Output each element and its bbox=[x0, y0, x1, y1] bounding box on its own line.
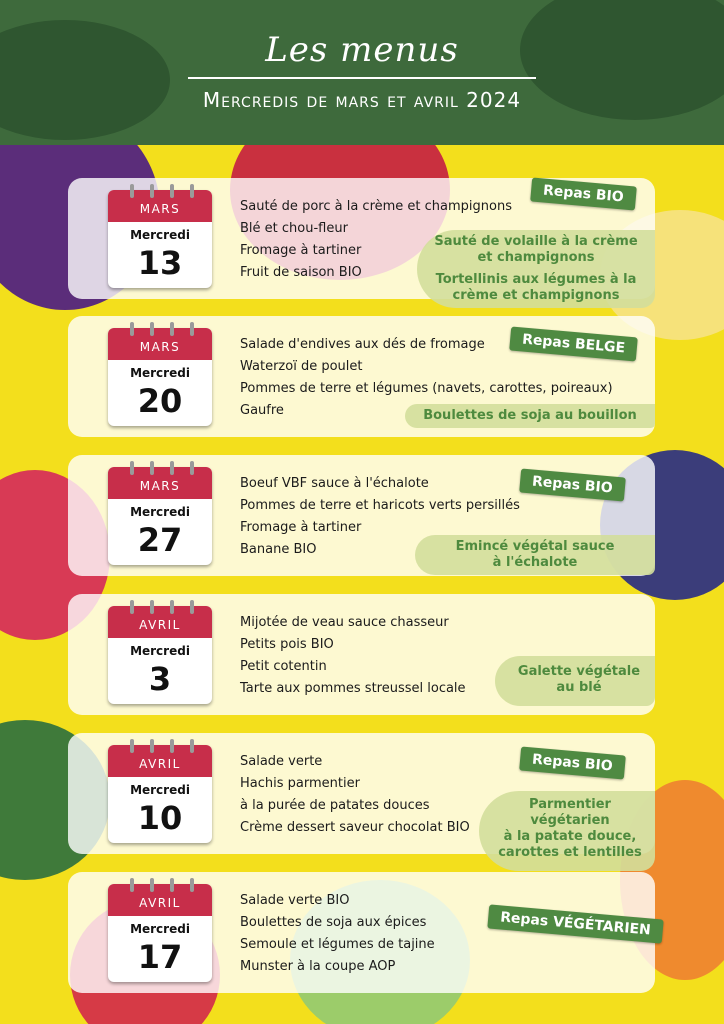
calendar-day-number: 13 bbox=[137, 244, 183, 282]
menu-item: Semoule et légumes de tajine bbox=[240, 937, 435, 952]
menu-item: Boeuf VBF sauce à l'échalote bbox=[240, 476, 429, 491]
menu-item: Banane BIO bbox=[240, 542, 317, 557]
calendar-day-number: 27 bbox=[137, 521, 183, 559]
ring-icon bbox=[170, 600, 174, 614]
meal-badge: Repas VÉGÉTARIEN bbox=[487, 904, 663, 943]
ring-icon bbox=[190, 184, 194, 198]
ring-icon bbox=[130, 600, 134, 614]
menu-item: Petits pois BIO bbox=[240, 637, 334, 652]
ring-icon bbox=[190, 600, 194, 614]
ring-icon bbox=[130, 461, 134, 475]
calendar-weekday: Mercredi bbox=[130, 922, 190, 936]
vegetarian-line: et champignons bbox=[477, 250, 595, 265]
meal-badge: Repas BIO bbox=[519, 468, 625, 501]
vegetarian-line: à l'échalote bbox=[492, 555, 578, 570]
menu-item: à la purée de patates douces bbox=[240, 798, 430, 813]
vegetarian-option bbox=[415, 535, 655, 575]
vegetarian-line: Parmentier végétarien bbox=[529, 797, 611, 828]
calendar-weekday: Mercredi bbox=[130, 783, 190, 797]
ring-icon bbox=[150, 878, 154, 892]
ring-icon bbox=[170, 184, 174, 198]
menu-item: Gaufre bbox=[240, 403, 284, 418]
calendar-day-number: 10 bbox=[137, 799, 183, 837]
calendar-day-number: 3 bbox=[148, 660, 172, 698]
ring-icon bbox=[190, 739, 194, 753]
calendar-month: MARS bbox=[108, 328, 212, 360]
ring-icon bbox=[170, 322, 174, 336]
menu-item: Pommes de terre et légumes (navets, carottes, poireaux) bbox=[240, 381, 613, 396]
calendar-icon bbox=[108, 884, 212, 982]
meal-badge: Repas BIO bbox=[530, 177, 636, 210]
ring-icon bbox=[150, 739, 154, 753]
vegetarian-line: Sauté de volaille à la crème bbox=[434, 234, 638, 249]
menu-item: Salade verte BIO bbox=[240, 893, 350, 908]
calendar-month: AVRIL bbox=[108, 606, 212, 638]
ring-icon bbox=[150, 322, 154, 336]
menu-item: Hachis parmentier bbox=[240, 776, 360, 791]
menu-card-week-2 bbox=[68, 316, 655, 437]
title-divider bbox=[188, 77, 536, 79]
vegetarian-option bbox=[479, 791, 655, 871]
menu-item: Salade d'endives aux dés de fromage bbox=[240, 337, 485, 352]
calendar-icon bbox=[108, 328, 212, 426]
vegetarian-option bbox=[405, 404, 655, 428]
ring-icon bbox=[170, 878, 174, 892]
menu-item: Salade verte bbox=[240, 754, 323, 769]
vegetarian-option bbox=[495, 656, 655, 706]
menu-card-week-4 bbox=[68, 594, 655, 715]
calendar-icon bbox=[108, 190, 212, 288]
ring-icon bbox=[190, 878, 194, 892]
menu-card-week-1 bbox=[68, 178, 655, 303]
ring-icon bbox=[130, 322, 134, 336]
calendar-day-number: 20 bbox=[137, 382, 183, 420]
ring-icon bbox=[190, 322, 194, 336]
ring-icon bbox=[150, 184, 154, 198]
menu-item: Sauté de porc à la crème et champignons bbox=[240, 199, 512, 214]
menu-item: Fromage à tartiner bbox=[240, 243, 362, 258]
ring-icon bbox=[170, 739, 174, 753]
vegetarian-line: Emincé végétal sauce bbox=[455, 539, 615, 554]
calendar-icon bbox=[108, 467, 212, 565]
ring-icon bbox=[130, 184, 134, 198]
meal-badge: Repas BIO bbox=[519, 746, 625, 779]
menu-item: Mijotée de veau sauce chasseur bbox=[240, 615, 449, 630]
calendar-month: MARS bbox=[108, 467, 212, 499]
page-subtitle: Mercredis de mars et avril 2024 bbox=[202, 88, 522, 112]
vegetarian-line: Tortellinis aux légumes à la bbox=[435, 272, 637, 287]
vegetarian-line: Galette végétale bbox=[517, 664, 641, 679]
menu-item: Fromage à tartiner bbox=[240, 520, 362, 535]
menu-item: Pommes de terre et haricots verts persillés bbox=[240, 498, 520, 513]
calendar-day-number: 17 bbox=[137, 938, 183, 976]
vegetarian-line: carottes et lentilles bbox=[498, 845, 642, 860]
vegetarian-line: Boulettes de soja au bouillon bbox=[423, 408, 637, 423]
calendar-month: AVRIL bbox=[108, 884, 212, 916]
page-title: Les menus bbox=[265, 30, 459, 70]
calendar-weekday: Mercredi bbox=[130, 366, 190, 380]
calendar-month: MARS bbox=[108, 190, 212, 222]
menu-item: Waterzoï de poulet bbox=[240, 359, 363, 374]
ring-icon bbox=[150, 600, 154, 614]
ring-icon bbox=[170, 461, 174, 475]
header-banner bbox=[0, 0, 724, 145]
menu-card-week-3 bbox=[68, 455, 655, 576]
vegetarian-line: à la patate douce, bbox=[503, 829, 637, 844]
menu-item: Boulettes de soja aux épices bbox=[240, 915, 427, 930]
ring-icon bbox=[130, 878, 134, 892]
ring-icon bbox=[190, 461, 194, 475]
menu-item: Munster à la coupe AOP bbox=[240, 959, 396, 974]
calendar-icon bbox=[108, 606, 212, 704]
menu-item: Tarte aux pommes streussel locale bbox=[240, 681, 466, 696]
calendar-weekday: Mercredi bbox=[130, 505, 190, 519]
meal-badge: Repas BELGE bbox=[509, 327, 638, 362]
menu-card-week-5 bbox=[68, 733, 655, 860]
menu-item: Blé et chou-fleur bbox=[240, 221, 348, 236]
calendar-weekday: Mercredi bbox=[130, 644, 190, 658]
menu-item: Petit cotentin bbox=[240, 659, 327, 674]
menu-item: Fruit de saison BIO bbox=[240, 265, 362, 280]
ring-icon bbox=[150, 461, 154, 475]
vegetarian-line: crème et champignons bbox=[452, 288, 620, 303]
calendar-month: AVRIL bbox=[108, 745, 212, 777]
menu-card-week-6 bbox=[68, 872, 655, 993]
menu-item: Crème dessert saveur chocolat BIO bbox=[240, 820, 470, 835]
calendar-icon bbox=[108, 745, 212, 843]
vegetarian-option bbox=[417, 230, 655, 308]
calendar-weekday: Mercredi bbox=[130, 228, 190, 242]
vegetarian-line: au blé bbox=[556, 680, 602, 695]
ring-icon bbox=[130, 739, 134, 753]
